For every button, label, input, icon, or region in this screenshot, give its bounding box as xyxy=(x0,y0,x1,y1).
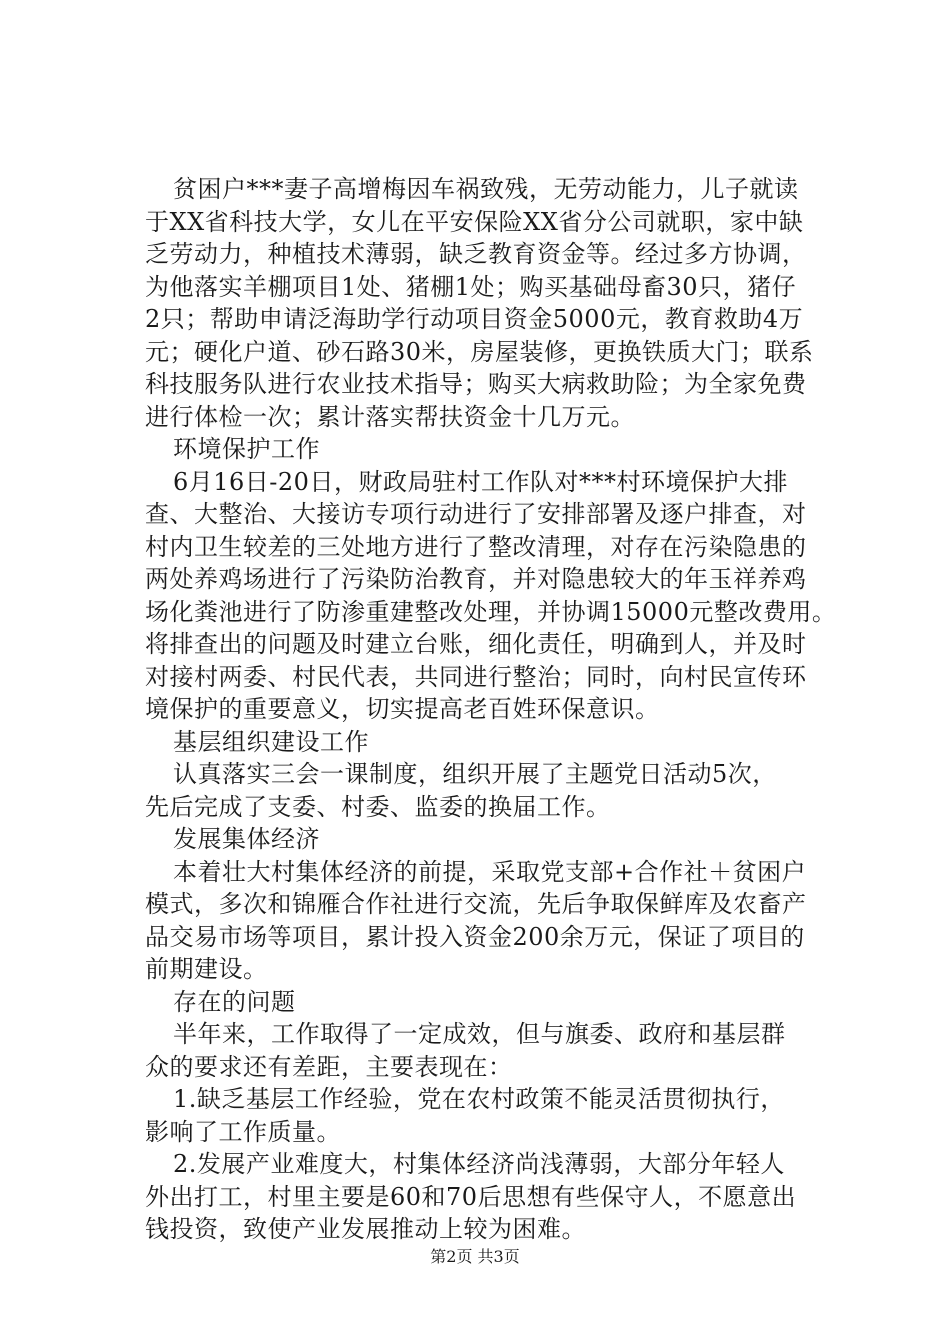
text-line: 为他落实羊棚项目1处、猪棚1处；购买基础母畜30只，猪仔 xyxy=(145,272,797,301)
text-line: 两处养鸡场进行了污染防治教育，并对隐患较大的年玉祥养鸡 xyxy=(145,565,807,593)
text-line: 2.发展产业难度大，村集体经济尚浅薄弱，大部分年轻人 xyxy=(173,1150,785,1178)
text-line: 场化粪池进行了防渗重建整改处理，并协调15000元整改费用。 xyxy=(145,597,837,626)
text-line: 2只；帮助申请泛海助学行动项目资金5000元，教育救助4万 xyxy=(145,305,804,333)
text-line: 发展集体经济 xyxy=(173,825,320,853)
text-line: 将排查出的问题及时建立台账，细化责任，明确到人，并及时 xyxy=(145,630,807,658)
text-line: 6月16日-20日，财政局驻村工作队对***村环境保护大排 xyxy=(173,467,788,496)
text-line: 环境保护工作 xyxy=(173,435,320,463)
text-line: 钱投资，致使产业发展推动上较为困难。 xyxy=(145,1215,586,1243)
text-line: 元；硬化户道、砂石路30米，房屋装修，更换铁质大门；联系 xyxy=(145,337,814,366)
text-line: 品交易市场等项目，累计投入资金200余万元，保证了项目的 xyxy=(145,922,805,951)
text-line: 于XX省科技大学，女儿在平安保险XX省分公司就职，家中缺 xyxy=(145,207,804,236)
text-line: 半年来，工作取得了一定成效，但与旗委、政府和基层群 xyxy=(173,1020,786,1048)
text-line: 本着壮大村集体经济的前提，采取党支部+合作社＋贫困户 xyxy=(173,857,807,886)
page-footer xyxy=(0,1244,950,1267)
text-line: 众的要求还有差距，主要表现在： xyxy=(145,1052,513,1081)
text-line: 先后完成了支委、村委、监委的换届工作。 xyxy=(145,792,611,821)
text-line: 乏劳动力，种植技术薄弱，缺乏教育资金等。经过多方协调， xyxy=(145,240,807,268)
text-line: 基层组织建设工作 xyxy=(173,727,369,756)
text-line: 查、大整治、大接访专项行动进行了安排部署及逐户排查，对 xyxy=(145,500,807,528)
text-line: 村内卫生较差的三处地方进行了整改清理，对存在污染隐患的 xyxy=(145,532,807,561)
document-body xyxy=(145,173,835,1246)
text-line: 科技服务队进行农业技术指导；购买大病救助险；为全家免费 xyxy=(145,370,807,398)
text-line: 1.缺乏基层工作经验，党在农村政策不能灵活贯彻执行， xyxy=(173,1085,785,1113)
text-line: 境保护的重要意义，切实提高老百姓环保意识。 xyxy=(145,695,660,723)
text-line: 存在的问题 xyxy=(173,987,296,1016)
text-line: 对接村两委、村民代表，共同进行整治；同时，向村民宣传环 xyxy=(145,662,807,691)
text-line: 模式，多次和锦雁合作社进行交流，先后争取保鲜库及农畜产 xyxy=(145,890,807,918)
text-line: 外出打工，村里主要是60和70后思想有些保守人，不愿意出 xyxy=(145,1182,797,1211)
text-line: 前期建设。 xyxy=(145,955,268,983)
text-line: 进行体检一次；累计落实帮扶资金十几万元。 xyxy=(145,402,635,431)
page-number: 第2页 共3页 xyxy=(430,1247,520,1266)
text-line: 影响了工作质量。 xyxy=(145,1117,341,1146)
text-line: 认真落实三会一课制度，组织开展了主题党日活动5次， xyxy=(173,760,777,788)
text-line: 贫困户***妻子高增梅因车祸致残，无劳动能力，儿子就读 xyxy=(173,175,799,203)
